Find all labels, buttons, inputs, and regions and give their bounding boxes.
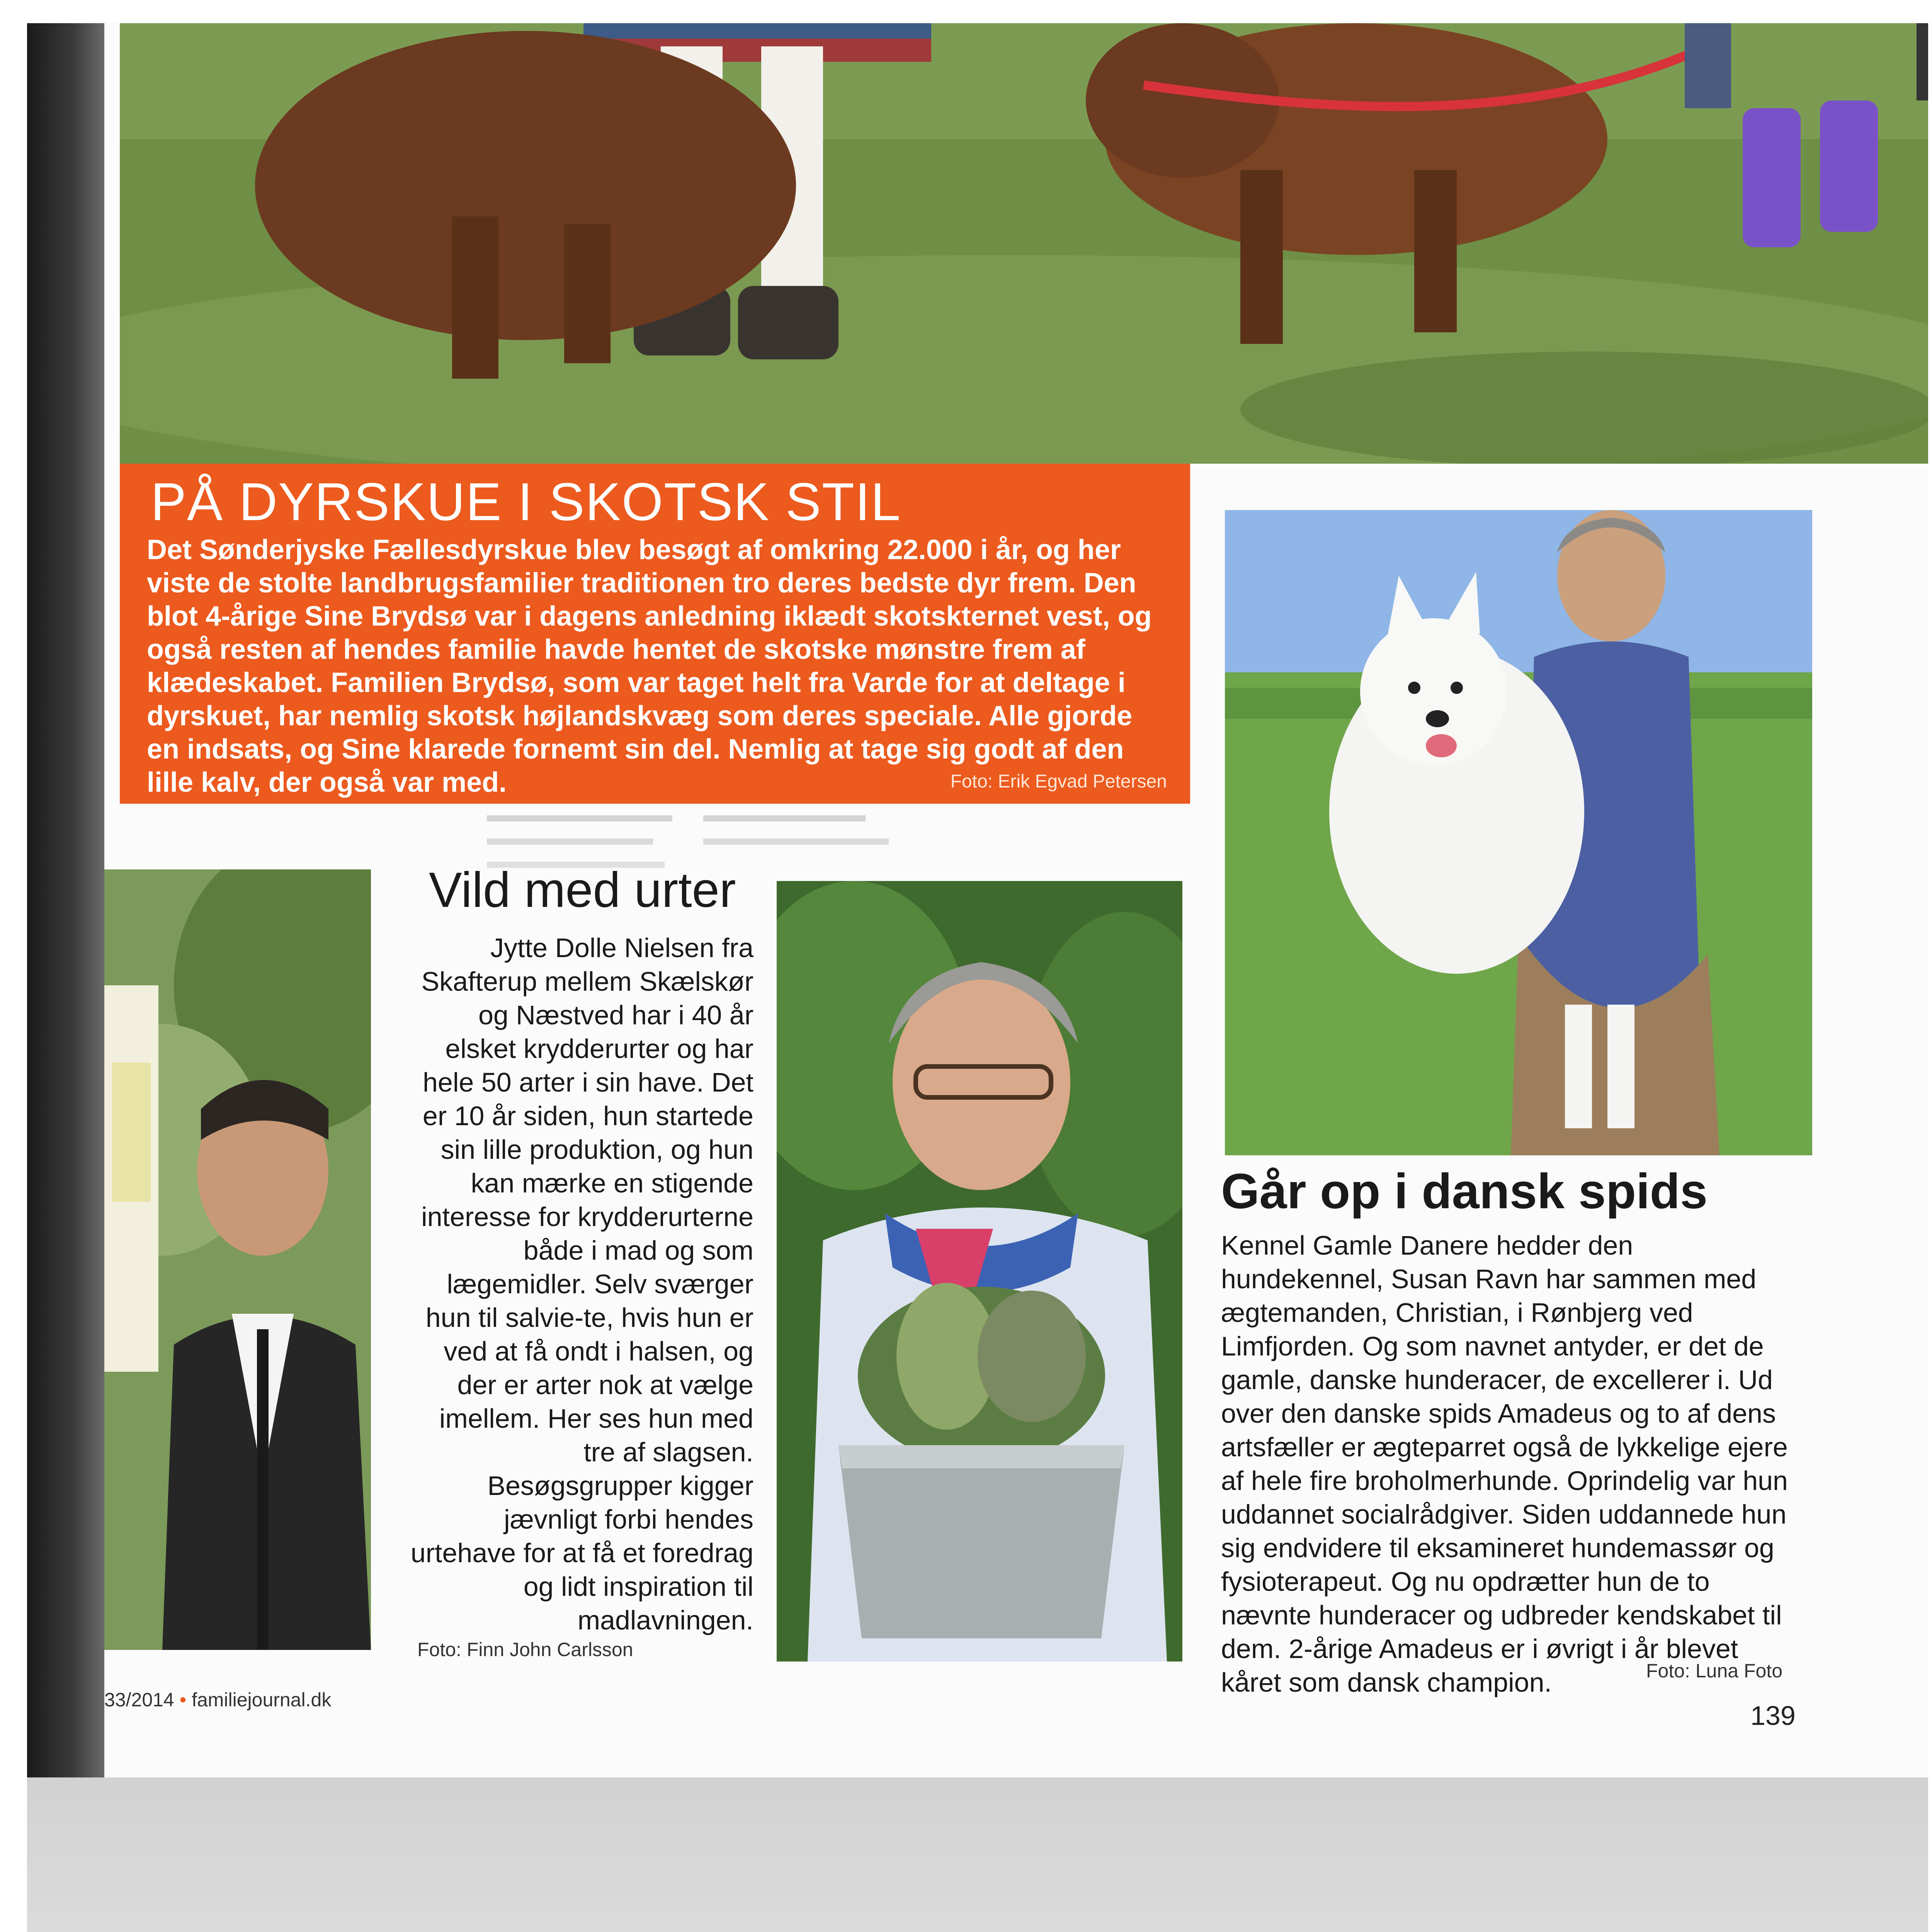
- banner-title: PÅ DYRSKUE I SKOTSK STIL: [151, 472, 901, 532]
- banner-body: Det Sønderjyske Fællesdyrskue blev besøgt af omkring 22.000 i år, og her viste de stolte landbrugsfamilier traditionen tro deres bedste dyr frem. Den blot 4-årige Sine Brydsø var i dagens anledning iklædt skotskternet vest, og også resten af hendes familie havde hentet de skotske mønstre frem af klædeskabet. Familien Brydsø, som var taget helt fra Varde for at deltage i dyrskuet, har nemlig skotsk højlandskvæg som deres speciale. Alle gjorde en indsats, og Sine klarede fornemt sin del. Nemlig at tage sig godt af den lille kalv, der også var med.: [147, 534, 1152, 798]
- herbs-heading: Vild med urter: [429, 862, 736, 918]
- magazine-spine: [27, 23, 104, 1777]
- issue-folio: [104, 1689, 331, 1711]
- spids-body: Kennel Gamle Danere hedder den hundekennel, Susan Ravn har sammen med ægtemanden, Christian, i Rønbjerg ved Limfjorden. Og som navnet antyder, er det de gamle, danske hunderacer, de excellerer i. Ud over den danske spids Amadeus og to af dens artsfæller er ægteparret også de lykkelige ejere af hele fire broholmerhunde. Oprindelig var hun uddannet socialrådgiver. Siden uddannede hun sig endvidere til eksamineret hundemassør og fysioterapeut. Og nu opdrætter hun de to nævnte hunderacer og udbreder kendskabet til dem. 2-årige Amadeus er i øvrigt i år blevet kåret som dansk champion.: [1221, 1230, 1788, 1697]
- man-in-suit-photo: [104, 869, 371, 1650]
- woman-with-herbs-photo: [777, 881, 1182, 1662]
- herbs-body: Jytte Dolle Nielsen fra Skafterup mellem Skælskør og Næstved har i 40 år elsket krydderurter og har hele 50 arter i sin have. Det er 10 år siden, hun startede sin lille produktion, og hun kan mærke en stigende interesse for krydderurterne både i mad og som lægemidler. Selv sværger hun til salvie-te, hvis hun er ved at få ondt i halsen, og der er arter nok at vælge imellem. Her ses hun med tre af slagsen. Besøgsgrupper kigger jævnligt forbi hendes urtehave for at få et foredrag og lidt inspiration til madlavningen.: [410, 933, 753, 1635]
- herbs-photo-credit: Foto: Finn John Carlsson: [417, 1639, 633, 1660]
- page-number: 139: [1750, 1701, 1796, 1731]
- banner-photo-credit: Foto: Erik Egvad Petersen: [950, 771, 1167, 792]
- woman-with-dog-photo: [1225, 510, 1812, 1155]
- website-link: familiejournal.dk: [192, 1689, 332, 1711]
- spids-heading: Går op i dansk spids: [1221, 1164, 1708, 1219]
- scan-shadow: [27, 1777, 1928, 1932]
- spids-photo-credit: Foto: Luna Foto: [1646, 1660, 1783, 1682]
- cattle-show-photo: [120, 23, 1928, 464]
- folio-bullet: •: [179, 1689, 187, 1711]
- issue-number: 33/2014: [104, 1689, 174, 1711]
- banner-box: [120, 464, 1190, 804]
